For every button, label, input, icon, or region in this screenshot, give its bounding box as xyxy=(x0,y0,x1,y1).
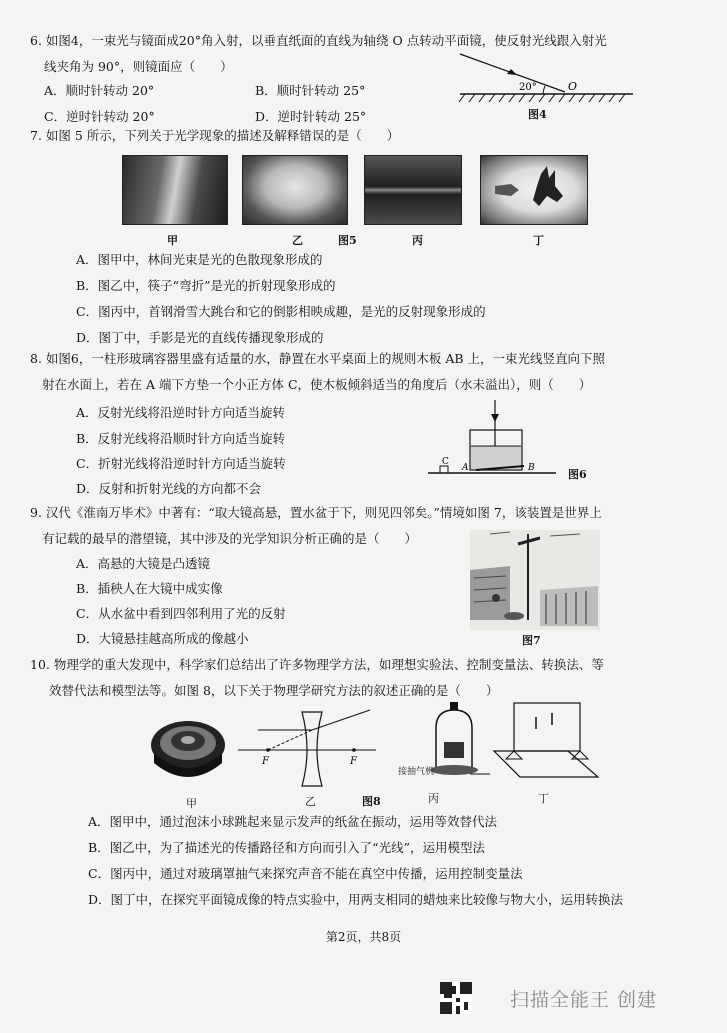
scanner-watermark: 扫描全能王 创建 xyxy=(509,989,657,1011)
q6-option-c: C．逆时针转动 20° xyxy=(44,109,155,124)
q7-label-jia: 甲 xyxy=(167,234,178,247)
q9-option-a: A．高悬的大镜是凸透镜 xyxy=(76,556,211,571)
figure-8-plane-mirror xyxy=(490,695,600,785)
q10-pump-label: 接抽气机 xyxy=(398,767,435,777)
figure-8-caption: 图8 xyxy=(362,795,381,808)
q8-label-a: A xyxy=(462,463,469,473)
q6-option-b: B．顺时针转动 25° xyxy=(255,83,366,98)
q9-line1: 9. 汉代《淮南万毕术》中著有：“取大镜高悬，置水盆于下，则见四邻矣。”情境如图 7，该装置是世界上 xyxy=(30,505,602,520)
q7-label-yi: 乙 xyxy=(292,234,303,247)
q6-point-label: O xyxy=(568,80,578,93)
question-7 xyxy=(30,123,399,149)
q10-label-yi: 乙 xyxy=(305,795,316,808)
q10-option-d: D．图丁中，在探究平面镜成像的特点实验中，用两支相同的蜡烛来比较像与物大小，运用转换法 xyxy=(88,892,624,907)
q8-line2: 射在水面上，若在 A 端下方垫一个小正方体 C，使木板倾斜适当的角度后（水未溢出），则（ ） xyxy=(42,377,592,392)
q7-label-bing: 丙 xyxy=(412,234,423,247)
photo-bowl-chopsticks xyxy=(242,155,348,225)
q6-option-a: A．顺时针转动 20° xyxy=(44,83,155,98)
q9-line2: 有记载的最早的潜望镜，其中涉及的光学知识分析正确的是（ ） xyxy=(42,531,418,546)
q10-focus-right: F xyxy=(350,756,357,767)
q7-line1: 7. 如图 5 所示，下列关于光学现象的描述及解释错误的是（ ） xyxy=(30,128,400,143)
qr-code-icon xyxy=(440,982,472,1014)
q6-angle-label: 20° xyxy=(519,82,537,93)
figure-5-caption: 图5 xyxy=(338,234,357,247)
question-8 xyxy=(30,346,605,398)
q10-line1: 10. 物理学的重大发现中，科学家们总结出了许多物理学方法，如理想实验法、控制变量法、转换法、等 xyxy=(30,657,604,672)
q10-option-b: B．图乙中，为了描述光的传播路径和方向而引入了“光线”，运用模型法 xyxy=(88,840,485,855)
q8-label-b: B xyxy=(528,463,535,473)
q7-label-ding: 丁 xyxy=(533,234,544,247)
figure-6-caption: 图6 xyxy=(568,468,587,481)
figure-8-speaker xyxy=(148,715,230,785)
q7-option-c: C．图丙中，首钢滑雪大跳台和它的倒影相映成趣，是光的反射现象形成的 xyxy=(76,304,486,319)
q8-line1: 8. 如图6，一柱形玻璃容器里盛有适量的水，静置在水平桌面上的规则木板 AB 上，一束光线竖直向下照 xyxy=(30,351,606,366)
q7-option-d: D．图丁中，手影是光的直线传播现象形成的 xyxy=(76,330,324,345)
hand-shadow-dog-icon xyxy=(481,156,587,224)
q10-option-c: C．图丙中，通过对玻璃罩抽气来探究声音不能在真空中传播，运用控制变量法 xyxy=(88,866,523,881)
q9-option-c: C．从水盆中看到四邻利用了光的反射 xyxy=(76,606,286,621)
q6-line2: 线夹角为 90°，则镜面应（ ） xyxy=(44,59,233,74)
photo-hand-shadow xyxy=(480,155,588,225)
page-number: 第2页，共8页 xyxy=(325,930,402,944)
q8-option-b: B．反射光线将沿顺时针方向适当旋转 xyxy=(76,431,286,446)
q10-label-jia: 甲 xyxy=(186,797,197,810)
q10-line2: 效替代法和模型法等。如图 8，以下关于物理学研究方法的叙述正确的是（ ） xyxy=(49,683,499,698)
figure-7-illustration xyxy=(470,530,600,630)
figure-6-diagram xyxy=(428,398,563,480)
q6-option-d: D．逆时针转动 25° xyxy=(255,109,367,124)
figure-7-caption: 图7 xyxy=(522,634,541,647)
q8-option-a: A．反射光线将沿逆时针方向适当旋转 xyxy=(76,405,286,420)
figure-8-concave-lens xyxy=(238,708,378,788)
photo-ski-jump-reflection xyxy=(364,155,462,225)
q8-option-d: D．反射和折射光线的方向都不会 xyxy=(76,481,262,496)
q7-option-b: B．图乙中，筷子“弯折”是光的折射现象形成的 xyxy=(76,278,336,293)
q10-focus-left: F xyxy=(262,756,269,767)
q10-option-a: A．图甲中，通过泡沫小球跳起来显示发声的纸盆在振动，运用等效替代法 xyxy=(88,814,498,829)
photo-forest-light-beams xyxy=(122,155,228,225)
figure-4-diagram xyxy=(455,48,640,120)
q6-line1: 6. 如图4，一束光与镜面成20°角入射，以垂直纸面的直线为轴绕 O 点转动平面镜，使反射光线跟入射光 xyxy=(30,33,607,48)
q9-option-b: B．插秧人在大镜中成实像 xyxy=(76,581,223,596)
q8-label-c: C xyxy=(442,457,449,467)
figure-4-caption: 图4 xyxy=(528,108,547,121)
q7-option-a: A．图甲中，林间光束是光的色散现象形成的 xyxy=(76,252,323,267)
q10-label-bing: 丙 xyxy=(428,792,439,805)
q8-option-c: C．折射光线将沿逆时针方向适当旋转 xyxy=(76,456,286,471)
q9-option-d: D．大镜悬挂越高所成的像越小 xyxy=(76,631,249,646)
q10-label-ding: 丁 xyxy=(538,792,549,805)
